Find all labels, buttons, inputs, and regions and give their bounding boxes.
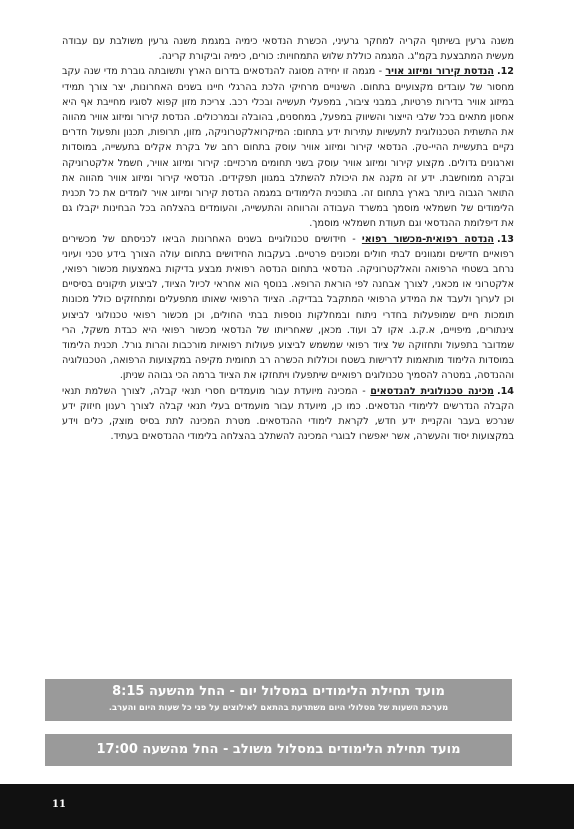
intro-paragraph: משנה גרעין בשיתוף הקריה למחקר גרעיני, הכשרת הנדסאי כימיה במגמת משנה גרעין משולבת עם עבודה מעשית המתבצעת בקמ"ג. המגמה כוללת שלוש התמחויות: כורים, כימיה וביקורת קרינה. bbox=[62, 36, 514, 63]
item-number: 14. bbox=[496, 385, 514, 397]
item-body: - חידושים טכנולוגיים בשנים האחרונות הביאו לכניסתם של מכשירים רפואיים חדישים ומגוונים לבתי חולים ומכונים פרטיים. בעקבות החידושים בתחום עולה הצורך בידע טכני ועיוני נרחב בשטחי הרפואה והאלקטרוניקה. הנדסאי בתחום הנדסה רפואית מבצע בדיקות באמצעות מכשור רפואי, אלקטרוני או מכאני, לצורך אבחנה לפי הוראת הרופא. בנוסף הוא אחראי לכיול הציוד, לביצוע תיקונים בסיסיים וכן לערוך ולעבד את המידע הרפואי המתקבל בבדיקה. הציוד הרפואי שאותו מתפעלים ומתחזקים כולל מכונות תומכות חיים שמופעלות בחדרי ניתוח ובמחלקות נוספות בבתי החולים, וכן מכשור רפואי טכנולוגי לביצוע צינתורים, מיפויים, א.ק.ג. אקו לב ועוד. מכאן, שאחריותו של הנדסאי מכשור רפואי היא כבדת משקל, הרי שמדובר בתפעול ותחזוקה של ציוד רפואי שמשמש לביצוע פעולות רפואיות מורכבות והרות גורל. תכנית הלימוד במוסדות הלימוד מותאמות לדרישות בשטח וכוללות הכשרה רב תחומית מקיפה במקצועות הרפואה, הטכנולוגיה וההנדסה, במטרה להסמיך טכנולוגים רפואיים שיתפעלו ויתחזקו את הציוד ברמה הכי גבוהה שניתן. bbox=[62, 233, 514, 382]
item-body: - המכינה מיועדת עבור מועמדים חסרי תנאי קבלה, לצורך השלמת תנאי הקבלה הנדרשים ללימודי הנדסאים. כמו כן, מיועדת עבור מועמדים בעלי תנאי קבלה לצורך רענון חיזוק ידע שנרכש בעבר והקניית ידע חדש, לקראת לימודי ההנדסאים. מטרת המכינה לתת בסיס מוצק, כלים וידע במקצועות יסוד והעשרה, אשר יאפשרו לבוגרי המכינה להשתלב בהצלחה בלימודי ההנדסאים בעתיד. bbox=[62, 385, 514, 443]
page-footer bbox=[0, 784, 574, 829]
day-track-banner bbox=[45, 679, 512, 721]
item-title: הנדסה רפואית-מכשור רפואי bbox=[361, 233, 494, 245]
list-item-medical-engineering bbox=[62, 232, 514, 384]
item-title: הנדסת קירור ומיזוג אויר bbox=[385, 66, 494, 78]
list-item-refrigeration bbox=[62, 64, 514, 231]
page-number: 11 bbox=[52, 799, 66, 810]
day-track-title: מועד תחילת הלימודים במסלול יום - החל מהשעה 8:15 bbox=[112, 684, 445, 699]
combined-track-title: מועד תחילת הלימודים במסלול משולב - החל מהשעה 17:00 bbox=[96, 742, 461, 757]
list-item-preparatory bbox=[62, 384, 514, 445]
item-number: 12. bbox=[496, 66, 514, 78]
item-title: מכינה טכנולוגית להנדסאים bbox=[370, 385, 494, 397]
item-number: 13. bbox=[496, 233, 514, 245]
page-body bbox=[62, 34, 514, 444]
combined-track-banner bbox=[45, 734, 512, 766]
day-track-subtitle: מערכת השעות של מסלולי היום משתרעת בהתאם לאילוצים על פני כל שעות היום והערב. bbox=[108, 702, 449, 712]
item-body: - מגמה זו יחידה מסוגה להנדסאים בדרום הארץ ותשובתה גוברת מדי שנה עקב מחסור של עובדים מקצועיים בתחום. השינויים מרחיקי הלכת בהרגלי חיינו בשנים האחרונות, יצר צורך תמידי במיזוג אוויר בדירות פרטיות, במבני ציבור, במפעלי תעשייה ובכלי רכב. צריכת מזון קפוא לסוגיו מחייבת אף היא אחסון מתאים בכל שלבי הייצור והשיווק במפעל, במחסנים, בהובלה ובמרכולים. הנדסת קירור ומיזוג אוויר מהווה את התשתית הטכנולוגית לתעשיות עתירות ידע בתחום: המיקרואלקטרוניקה, מזון, תרופות, תכנון ותפעול חדרים נקיים בתעשיית ההיי-טק. הנדסאי קירור ומיזוג אוויר עוסק בתחום רחב של בקרת אקלים בתעשייה, במוסדות וארגונים גדולים. מקצוע קירור ומיזוג אוויר עוסק בשני תחומים מרכזיים: קירור ומיזוג אוויר, חשמל אלקטרוניקה ובקרה ממוחשבת. ידע זה מקנה את היכולת להשתלב במגוון תפקידים. הנדסאי קירור ומיזוג אוויר מהווה את התואר הגבוה ביותר בארץ בתחום זה. בתוכנית הלימודים במגמה הנדסת קירור ומיזוג אויר לומדים את כל תכנית הלימודים של חשמלאי מוסמך במשרד העבודה והרווחה והתעשייה, והעומדים בהצלחה בכל הבחינות יקבלו גם את דיפלומת ההנדסאי וגם תעודת חשמלאי מוסמך. bbox=[62, 66, 514, 230]
